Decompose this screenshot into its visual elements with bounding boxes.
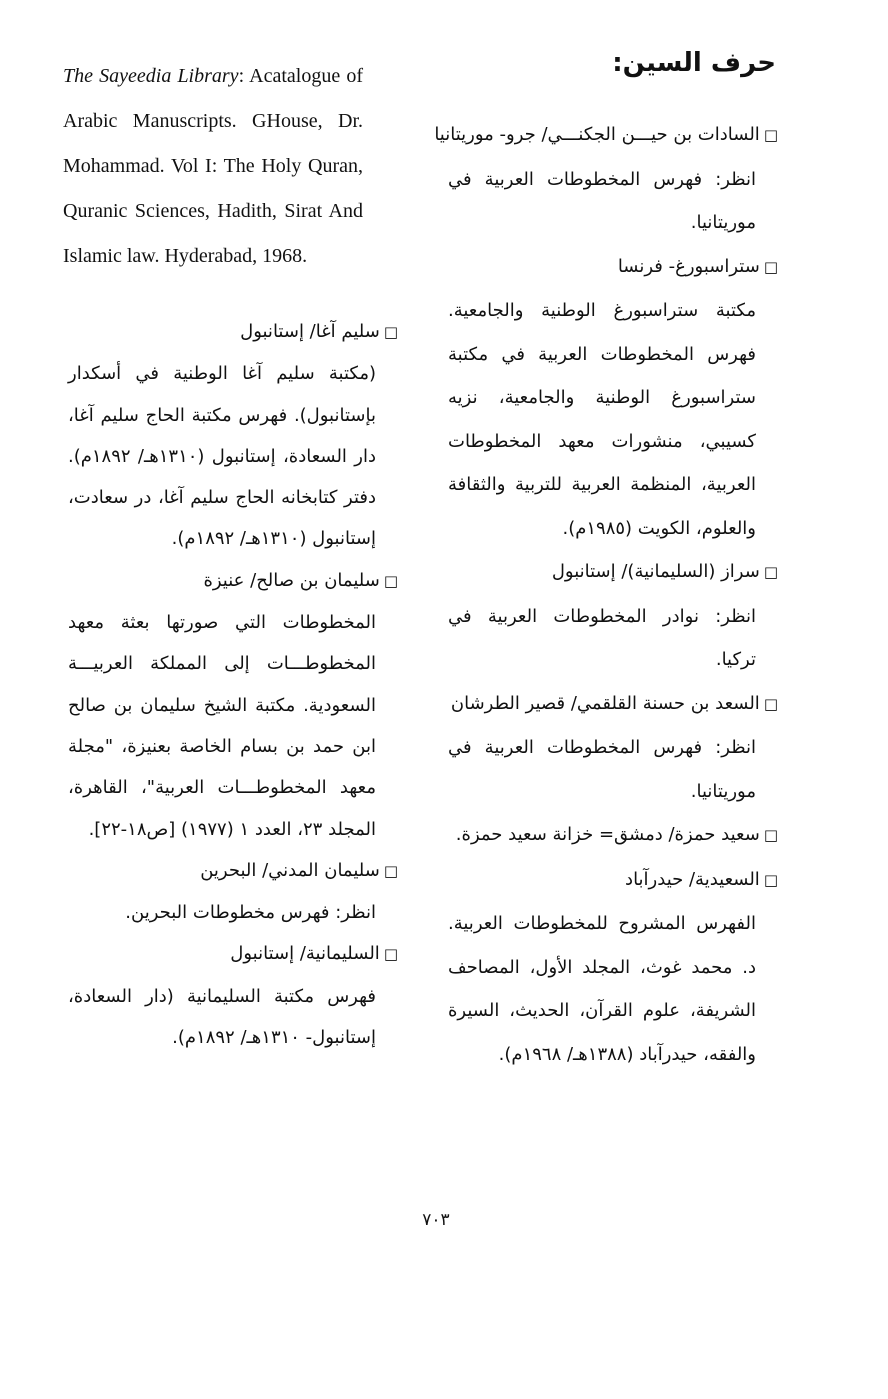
entry-heading: سليمان المدني/ البحرين <box>200 859 380 881</box>
entry <box>68 933 398 1058</box>
checkbox-icon: □ <box>763 257 778 276</box>
entry <box>434 113 778 245</box>
right-column <box>434 113 778 1076</box>
entry <box>448 858 778 1077</box>
entry-body: الفهرس المشروح للمخطوطات العربية. د. محمد غوث، المجلد الأول، المصاحف الشريفة، علوم القرآن، الحديث، السيرة والفقه، حيدرآباد (١٣٨٨هـ/ ١٩٦٨م). <box>448 913 756 1065</box>
english-reference-title: The Sayeedia Library <box>63 65 239 87</box>
checkbox-icon: □ <box>763 563 778 581</box>
entry-heading: السعيدية/ حيدرآباد <box>625 868 760 890</box>
checkbox-icon: □ <box>763 126 778 144</box>
checkbox-icon: □ <box>383 945 398 964</box>
entry <box>448 550 778 682</box>
entry <box>448 813 778 858</box>
entry <box>68 850 398 934</box>
checkbox-icon: □ <box>763 870 778 889</box>
entry-body: مكتبة ستراسبورغ الوطنية والجامعية. فهرس المخطوطات العربية في مكتبة ستراسبورغ الوطنية والجامعية، نزيه كسيبي، منشورات معهد المخطوطات العربية، المنظمة العربية للتربية والثقافة والعلوم، الكويت (١٩٨٥م). <box>448 300 756 539</box>
entry-heading: ستراسبورغ- فرنسا <box>617 255 760 277</box>
english-reference-text: : Acatalogue of Arabic Manuscripts. GHouse, Dr. Mohammad. Vol I: The Holy Quran, Quranic Sciences, Hadith, Sirat And Islamic law. Hyderabad, 1968. <box>63 65 363 267</box>
english-reference <box>63 54 363 279</box>
checkbox-icon: □ <box>383 323 398 341</box>
left-column <box>68 311 398 1058</box>
checkbox-icon: □ <box>763 826 778 844</box>
page-number: ٧٠٣ <box>422 1210 450 1230</box>
checkbox-icon: □ <box>763 694 778 713</box>
entry-body: انظر: نوادر المخطوطات العربية في تركيا. <box>448 605 756 670</box>
entry-heading: سليم آغا/ إستانبول <box>240 321 380 342</box>
entry-heading: سراز (السليمانية)/ إستانبول <box>551 561 760 582</box>
entry <box>68 311 398 560</box>
entry-body: انظر: فهرس المخطوطات العربية في موريتانيا. <box>448 737 756 802</box>
checkbox-icon: □ <box>383 571 398 590</box>
entry-heading: سليمان بن صالح/ عنيزة <box>203 569 380 591</box>
entry-heading: السادات بن حيـــن الجكنـــي/ جرو- موريتانيا <box>434 124 760 145</box>
entry-body: فهرس مكتبة السليمانية (دار السعادة، إستانبول- ١٣١٠هـ/ ١٨٩٢م). <box>68 985 376 1049</box>
checkbox-icon: □ <box>383 861 398 880</box>
entry-heading: سعيد حمزة/ دمشق= خزانة سعيد حمزة. <box>455 824 760 845</box>
entry <box>68 560 398 850</box>
entry-body: (مكتبة سليم آغا الوطنية في أسكدار بإستانبول). فهرس مكتبة الحاج سليم آغا، دار السعادة، إستانبول (١٣١٠هـ/ ١٨٩٢م). دفتر كتابخانه الحاج سليم آغا، در سعادت، إستانبول (١٣١٠هـ/ ١٨٩٢م). <box>68 363 376 550</box>
entry-body: انظر: فهرس مخطوطات البحرين. <box>125 902 376 924</box>
entry <box>448 245 778 551</box>
entry-body: انظر: فهرس المخطوطات العربية في موريتانيا. <box>448 168 756 233</box>
entry <box>448 682 778 814</box>
entry-heading: السليمانية/ إستانبول <box>230 943 380 965</box>
entry-heading: السعد بن حسنة القلقمي/ قصير الطرشان <box>450 692 760 714</box>
section-heading: حرف السين: <box>612 48 776 78</box>
entry-body: المخطوطات التي صورتها بعثة معهد المخطوطـــات إلى المملكة العربيـــة السعودية. مكتبة الشيخ سليمان بن صالح ابن حمد بن بسام الخاصة بعنيزة، "مجلة معهد المخطوطـــات العربية"، القاهرة، المجلد ٢٣، العدد ١ (١٩٧٧) [ص١٨-٢٢]. <box>68 612 376 840</box>
